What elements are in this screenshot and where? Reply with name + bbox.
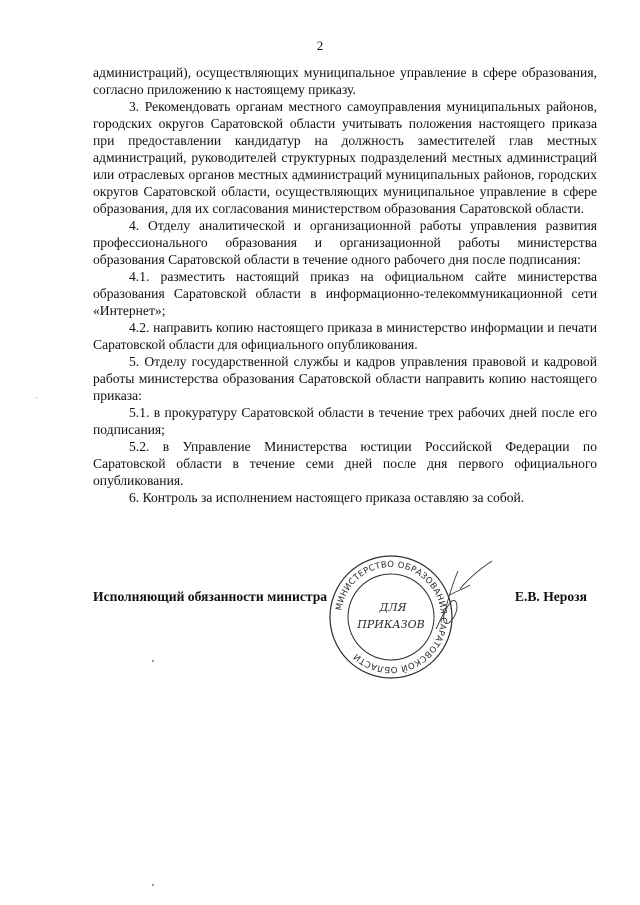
scan-speck xyxy=(152,884,154,886)
paragraph-6: 6. Контроль за исполнением настоящего приказа оставляю за собой. xyxy=(129,490,525,505)
stamp-ring-text: МИНИСТЕРСТВО ОБРАЗОВАНИЯ САРАТОВСКОЙ ОБЛАСТИ xyxy=(334,559,449,675)
stamp-line-2: ПРИКАЗОВ xyxy=(357,618,425,631)
paragraph-5-2: 5.2. в Управление Министерства юстиции Российской Федерации по Саратовской области в течение семи дней после дня первого официального опубликования. xyxy=(93,439,597,488)
document-body xyxy=(93,64,597,506)
paragraph-continuation: администраций), осуществляющих муниципальное управление в сфере образования, согласно приложению к настоящему приказу. xyxy=(93,65,597,97)
scan-speck xyxy=(152,660,154,662)
stamp-line-1: ДЛЯ xyxy=(379,601,407,614)
paragraph-4-1: 4.1. разместить настоящий приказ на официальном сайте министерства образования Саратовской области в информационно-телекоммуникационной сети «Интернет»; xyxy=(93,269,597,318)
paragraph-5: 5. Отделу государственной службы и кадров управления правовой и кадровой работы министерства образования Саратовской области направить копию настоящего приказа: xyxy=(93,354,597,403)
paragraph-4: 4. Отделу аналитической и организационной работы управления развития профессионального образования и организационной работы министерства образования Саратовской области в течение одного рабочего дня после подписания: xyxy=(93,218,597,267)
scan-speck xyxy=(36,397,37,398)
paragraph-4-2: 4.2. направить копию настоящего приказа в министерство информации и печати Саратовской области для официального опубликования. xyxy=(93,320,597,352)
signatory-title: Исполняющий обязанности министра xyxy=(93,589,328,604)
paragraph-5-1: 5.1. в прокуратуру Саратовской области в течение трех рабочих дней после его подписания; xyxy=(93,405,597,437)
signatory-name: Е.В. Нерозя xyxy=(514,589,587,604)
page-number: 2 xyxy=(316,38,324,53)
paragraph-3: 3. Рекомендовать органам местного самоуправления муниципальных районов, городских округов Саратовской области учитывать положения настоящего приказа при предоставлении кандидатур на должность заместителей глав местных администраций, руководителей структурных подразделений местных администраций или отраслевых органов местных администраций муниципальных районов, городских округов Саратовской области, осуществляющих муниципальное управление в сфере образования, для их согласования министерством образования Саратовской области. xyxy=(93,99,597,216)
handwritten-signature xyxy=(430,555,500,635)
